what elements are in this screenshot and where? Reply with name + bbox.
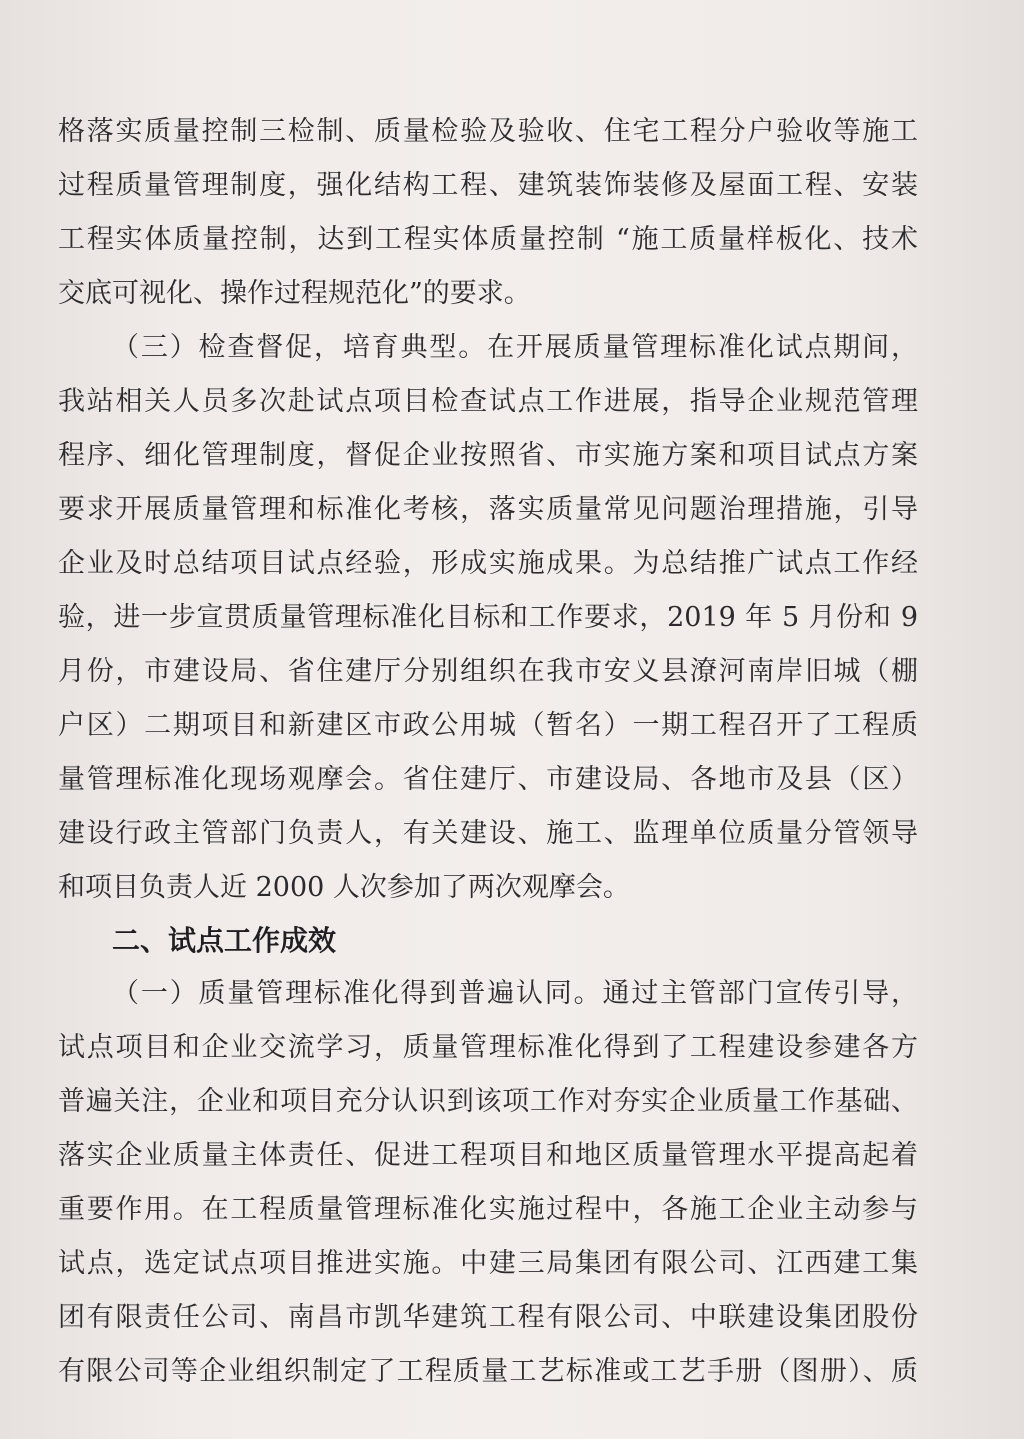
- body-text-line: 试点，选定试点项目推进实施。中建三局集团有限公司、江西建工集: [58, 1248, 918, 1279]
- body-text-line: 要求开展质量管理和标准化考核，落实质量常见问题治理措施，引导: [58, 494, 918, 525]
- body-text-line: 我站相关人员多次赴试点项目检查试点工作进展，指导企业规范管理: [58, 386, 918, 417]
- body-text-line: 量管理标准化现场观摩会。省住建厅、市建设局、各地市及县（区）: [58, 764, 918, 795]
- body-text-line: 有限公司等企业组织制定了工程质量工艺标准或工艺手册（图册）、质: [58, 1356, 918, 1387]
- body-text-line: 试点项目和企业交流学习，质量管理标准化得到了工程建设参建各方: [58, 1032, 918, 1063]
- paragraph-lead-line: （一）质量管理标准化得到普遍认同。通过主管部门宣传引导，: [112, 978, 918, 1009]
- section-heading: 二、试点工作成效: [112, 924, 337, 957]
- paragraph-lead-line: （三）检查督促，培育典型。在开展质量管理标准化试点期间，: [112, 332, 918, 363]
- body-text-line: 月份，市建设局、省住建厅分别组织在我市安义县潦河南岸旧城（棚: [58, 656, 918, 687]
- body-text-line: 企业及时总结项目试点经验，形成实施成果。为总结推广试点工作经: [58, 548, 918, 579]
- body-text-line: 过程质量管理制度，强化结构工程、建筑装饰装修及屋面工程、安装: [58, 170, 918, 201]
- body-text-line: 格落实质量控制三检制、质量检验及验收、住宅工程分户验收等施工: [58, 116, 918, 147]
- body-text-line: 落实企业质量主体责任、促进工程项目和地区质量管理水平提高起着: [58, 1140, 918, 1171]
- body-text-line: 交底可视化、操作过程规范化”的要求。: [58, 278, 531, 309]
- body-text-line: 程序、细化管理制度，督促企业按照省、市实施方案和项目试点方案: [58, 440, 918, 471]
- body-text-line: 户区）二期项目和新建区市政公用城（暂名）一期工程召开了工程质: [58, 710, 918, 741]
- body-text-line: 建设行政主管部门负责人，有关建设、施工、监理单位质量分管领导: [58, 818, 918, 849]
- body-text-line: 普遍关注，企业和项目充分认识到该项工作对夯实企业质量工作基础、: [58, 1086, 918, 1117]
- body-text-line: 团有限责任公司、南昌市凯华建筑工程有限公司、中联建设集团股份: [58, 1302, 918, 1333]
- body-text-line: 和项目负责人近 2000 人次参加了两次观摩会。: [58, 872, 630, 903]
- body-text-line: 重要作用。在工程质量管理标准化实施过程中，各施工企业主动参与: [58, 1194, 918, 1225]
- body-text-line: 工程实体质量控制，达到工程实体质量控制 “施工质量样板化、技术: [58, 224, 918, 255]
- body-text-line: 验，进一步宣贯质量管理标准化目标和工作要求，2019 年 5 月份和 9: [58, 602, 918, 633]
